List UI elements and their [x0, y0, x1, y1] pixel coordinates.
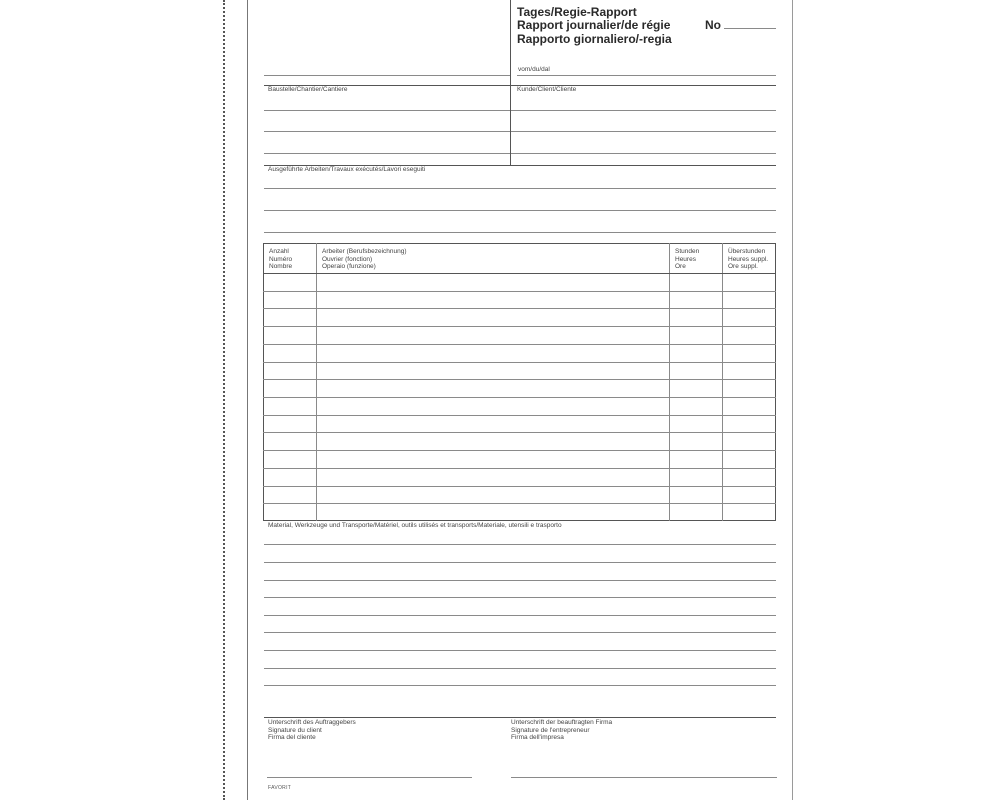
material-label: Material, Werkzeuge und Transporte/Matériel, outils utilisés et transports/Materiale, utensili e trasporto	[268, 522, 562, 529]
material-line[interactable]	[264, 597, 776, 598]
material-line[interactable]	[264, 580, 776, 581]
work-done-line[interactable]	[264, 232, 776, 233]
form-title	[517, 6, 672, 46]
signature-company-field[interactable]	[511, 777, 777, 778]
form-title-de: Tages/Regie-Rapport	[517, 5, 637, 19]
form-title-it: Rapporto giornaliero/-regia	[517, 31, 672, 46]
form-title-fr: Rapport journalier/de régie	[517, 18, 671, 33]
client-field-line[interactable]	[511, 153, 776, 154]
col-head-overtime: Überstunden Heures suppl. Ore suppl.	[728, 248, 769, 271]
table-row[interactable]	[263, 344, 776, 345]
material-line[interactable]	[264, 668, 776, 669]
site-field-line[interactable]	[264, 153, 510, 154]
client-field-line[interactable]	[511, 110, 776, 111]
signature-company-label: Unterschrift der beauftragten Firma Signature de l'entrepreneur Firma dell'impresa	[511, 719, 613, 742]
brand-mark: FAVORIT	[268, 785, 292, 791]
table-row[interactable]	[263, 291, 776, 292]
material-line[interactable]	[264, 685, 776, 686]
page-right-edge	[792, 0, 793, 800]
table-row[interactable]	[263, 468, 776, 469]
site-field-line[interactable]	[264, 131, 510, 132]
col-head-worker: Arbeiter (Berufsbezeichnung) Ouvrier (fonction) Operaio (funzione)	[322, 248, 407, 271]
signature-client-label: Unterschrift des Auftraggebers Signature du client Firma del cliente	[268, 719, 356, 742]
workers-table	[263, 243, 776, 521]
work-done-line[interactable]	[264, 188, 776, 189]
date-label: vom/du/dal	[518, 66, 550, 73]
table-row[interactable]	[263, 273, 776, 274]
table-row[interactable]	[263, 450, 776, 451]
col-head-count: Anzahl Numéro Nombre	[269, 248, 293, 271]
table-row[interactable]	[263, 397, 776, 398]
report-number-label: No	[705, 18, 721, 32]
work-done-line[interactable]	[264, 210, 776, 211]
table-row[interactable]	[263, 432, 776, 433]
table-row[interactable]	[263, 415, 776, 416]
table-row[interactable]	[263, 486, 776, 487]
table-row[interactable]	[263, 362, 776, 363]
material-line[interactable]	[264, 544, 776, 545]
header-divider	[510, 0, 511, 85]
table-row[interactable]	[263, 379, 776, 380]
material-line[interactable]	[264, 615, 776, 616]
col-head-hours: Stunden Heures Ore	[675, 248, 700, 271]
table-column-divider	[669, 243, 670, 521]
page-left-edge	[247, 0, 248, 800]
work-done-label: Ausgeführte Arbeiten/Travaux exécutés/Lavori eseguiti	[268, 166, 426, 173]
client-field-line[interactable]	[511, 131, 776, 132]
table-row[interactable]	[263, 326, 776, 327]
perforation-strip	[223, 0, 225, 800]
material-line[interactable]	[264, 562, 776, 563]
site-label: Baustelle/Chantier/Cantiere	[268, 86, 348, 93]
client-label: Kunde/Client/Cliente	[517, 86, 577, 93]
report-number-field[interactable]	[724, 28, 776, 29]
header-left-line	[264, 75, 510, 76]
material-line[interactable]	[264, 650, 776, 651]
table-column-divider	[722, 243, 723, 521]
site-field-line[interactable]	[264, 110, 510, 111]
date-field[interactable]	[517, 75, 776, 76]
table-column-divider	[316, 243, 317, 521]
table-row[interactable]	[263, 308, 776, 309]
material-line[interactable]	[264, 632, 776, 633]
signature-client-field[interactable]	[267, 777, 472, 778]
table-row[interactable]	[263, 503, 776, 504]
material-section-rule	[264, 717, 776, 718]
